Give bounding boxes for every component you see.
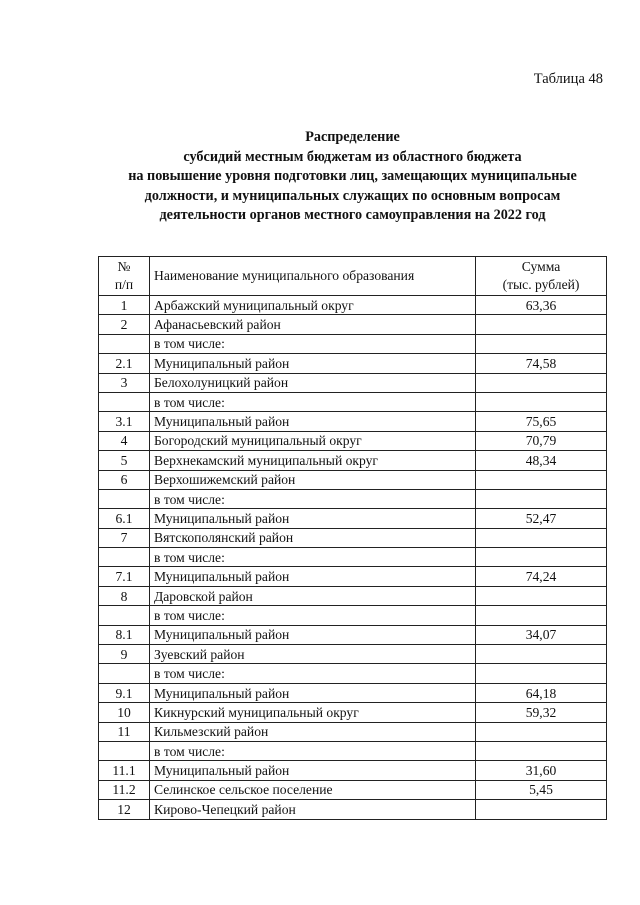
title-line: деятельности органов местного самоуправления на 2022 год (159, 207, 546, 224)
table-row (99, 296, 607, 315)
table-row (99, 606, 607, 625)
row-sum: 34,07 (476, 625, 607, 644)
row-number (99, 548, 150, 567)
table-row (99, 683, 607, 702)
row-number: 6 (99, 470, 150, 489)
row-sum: 31,60 (476, 761, 607, 780)
table-row (99, 586, 607, 605)
title-line: должности, и муниципальных служащих по основным вопросам (144, 187, 561, 204)
row-sum: 63,36 (476, 296, 607, 315)
row-name: в том числе: (150, 664, 476, 683)
row-sum: 74,58 (476, 354, 607, 373)
row-number: 9.1 (99, 683, 150, 702)
row-number: 11 (99, 722, 150, 741)
row-sum (476, 741, 607, 760)
row-sum (476, 586, 607, 605)
row-sum: 74,24 (476, 567, 607, 586)
row-sum: 59,32 (476, 703, 607, 722)
row-sum (476, 470, 607, 489)
table-row (99, 451, 607, 470)
row-name: Муниципальный район (150, 354, 476, 373)
row-number (99, 741, 150, 760)
header-name: Наименование муниципального образования (150, 257, 476, 296)
row-name: Даровской район (150, 586, 476, 605)
row-sum: 5,45 (476, 780, 607, 799)
table-row (99, 625, 607, 644)
row-name: в том числе: (150, 606, 476, 625)
row-sum: 52,47 (476, 509, 607, 528)
title-line: субсидий местным бюджетам из областного бюджета (183, 148, 522, 165)
document-title (60, 128, 640, 226)
row-name: Кильмезский район (150, 722, 476, 741)
header-number (99, 257, 150, 296)
row-number: 11.2 (99, 780, 150, 799)
row-number: 1 (99, 296, 150, 315)
row-sum (476, 800, 607, 819)
row-number: 8.1 (99, 625, 150, 644)
row-number: 12 (99, 800, 150, 819)
row-name: Муниципальный район (150, 509, 476, 528)
title-line: на повышение уровня подготовки лиц, замещающих муниципальные (128, 168, 577, 185)
table-row (99, 528, 607, 547)
row-name: Муниципальный район (150, 683, 476, 702)
row-name: в том числе: (150, 548, 476, 567)
header-sum (476, 257, 607, 296)
table-row (99, 373, 607, 392)
header-sum-line2: (тыс. рублей) (502, 277, 580, 292)
row-number: 10 (99, 703, 150, 722)
row-sum (476, 645, 607, 664)
table-row (99, 470, 607, 489)
row-name: Афанасьевский район (150, 315, 476, 334)
row-sum: 48,34 (476, 451, 607, 470)
row-number (99, 334, 150, 353)
row-number (99, 606, 150, 625)
table-row (99, 354, 607, 373)
table-row (99, 645, 607, 664)
row-number: 3.1 (99, 412, 150, 431)
header-sum-line1: Сумма (521, 259, 561, 274)
row-name: Муниципальный район (150, 625, 476, 644)
row-sum (476, 664, 607, 683)
row-number (99, 489, 150, 508)
row-number: 2.1 (99, 354, 150, 373)
row-name: Вятскополянский район (150, 528, 476, 547)
table-row (99, 334, 607, 353)
table-row (99, 489, 607, 508)
table-number: Таблица 48 (533, 71, 603, 87)
row-sum (476, 334, 607, 353)
row-number (99, 392, 150, 411)
row-sum (476, 489, 607, 508)
row-sum (476, 315, 607, 334)
table-row (99, 703, 607, 722)
table-row (99, 664, 607, 683)
table-header-row (99, 257, 607, 296)
title-line: Распределение (305, 129, 400, 145)
table-row (99, 548, 607, 567)
header-number-line2: п/п (114, 277, 134, 292)
table-row (99, 392, 607, 411)
table-row (99, 761, 607, 780)
table-row (99, 567, 607, 586)
table-row (99, 741, 607, 760)
row-name: Кирово-Чепецкий район (150, 800, 476, 819)
row-sum: 64,18 (476, 683, 607, 702)
row-number: 2 (99, 315, 150, 334)
table-row (99, 431, 607, 450)
row-name: Богородский муниципальный округ (150, 431, 476, 450)
row-number: 8 (99, 586, 150, 605)
table-row (99, 780, 607, 799)
row-sum (476, 606, 607, 625)
table-row (99, 509, 607, 528)
row-sum (476, 373, 607, 392)
row-sum: 70,79 (476, 431, 607, 450)
row-name: Селинское сельское поселение (150, 780, 476, 799)
row-name: Зуевский район (150, 645, 476, 664)
row-number: 7 (99, 528, 150, 547)
row-name: Арбажский муниципальный округ (150, 296, 476, 315)
row-name: Муниципальный район (150, 412, 476, 431)
row-name: в том числе: (150, 741, 476, 760)
row-name: Муниципальный район (150, 567, 476, 586)
row-name: в том числе: (150, 334, 476, 353)
row-number: 9 (99, 645, 150, 664)
row-sum (476, 548, 607, 567)
row-name: Муниципальный район (150, 761, 476, 780)
header-number-line1: № (117, 259, 131, 274)
row-name: в том числе: (150, 489, 476, 508)
row-number: 4 (99, 431, 150, 450)
table-row (99, 800, 607, 819)
row-sum: 75,65 (476, 412, 607, 431)
row-number (99, 664, 150, 683)
row-number: 6.1 (99, 509, 150, 528)
row-name: Верхошижемский район (150, 470, 476, 489)
row-sum (476, 722, 607, 741)
row-sum (476, 392, 607, 411)
table-row (99, 315, 607, 334)
table-row (99, 722, 607, 741)
row-name: в том числе: (150, 392, 476, 411)
row-name: Верхнекамский муниципальный округ (150, 451, 476, 470)
subsidy-table (98, 256, 607, 820)
row-number: 5 (99, 451, 150, 470)
row-name: Белохолуницкий район (150, 373, 476, 392)
row-sum (476, 528, 607, 547)
row-number: 3 (99, 373, 150, 392)
row-number: 11.1 (99, 761, 150, 780)
row-name: Кикнурский муниципальный округ (150, 703, 476, 722)
row-number: 7.1 (99, 567, 150, 586)
table-row (99, 412, 607, 431)
